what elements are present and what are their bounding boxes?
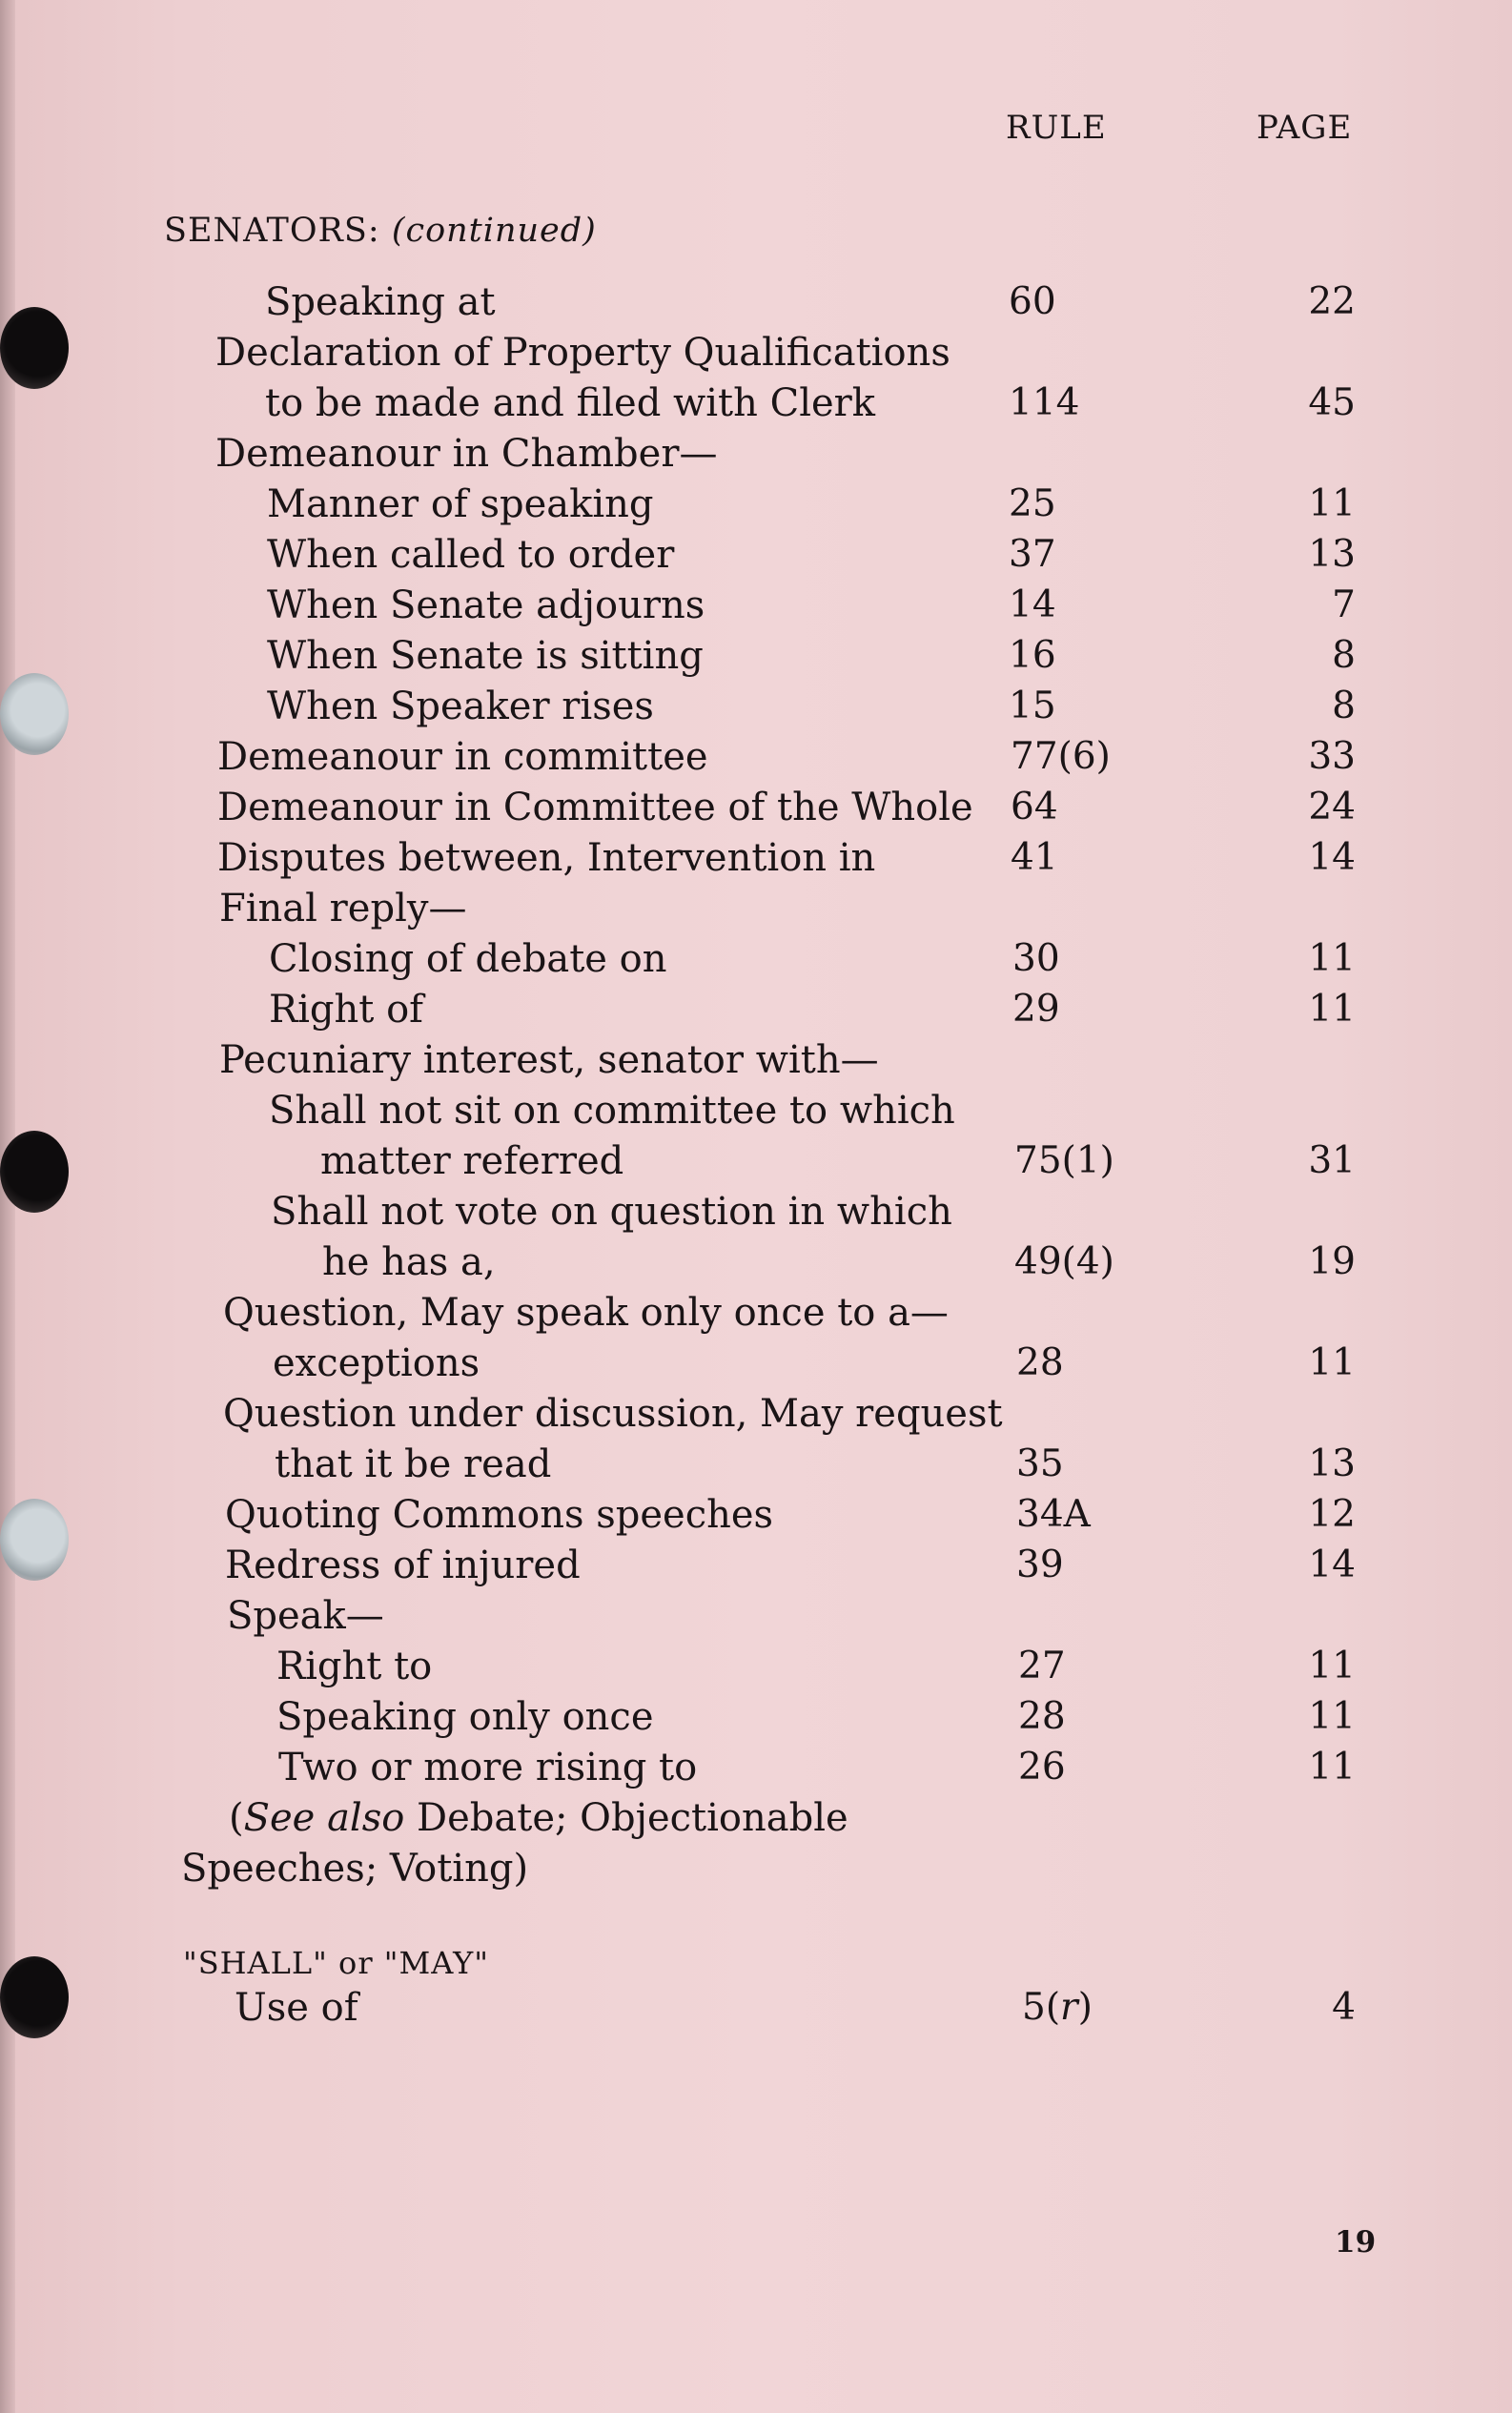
rule-number: 35	[1016, 1442, 1064, 1485]
index-entry: exceptions	[273, 1341, 480, 1385]
rule-number: 39	[1016, 1544, 1064, 1586]
index-entry: Quoting Commons speeches	[225, 1493, 774, 1537]
page-number-ref: 8	[1332, 685, 1356, 727]
page-number-ref: 11	[1308, 988, 1356, 1031]
page-number-ref: 11	[1308, 937, 1356, 980]
index-entry: Shall not vote on question in which	[271, 1190, 952, 1234]
shall-section-title: "SHALL" or "MAY"	[183, 1945, 489, 1981]
rule-column-header: RULE	[1006, 109, 1107, 147]
index-entry: Closing of debate on	[269, 937, 667, 981]
index-entry: Declaration of Property Qualifications	[215, 331, 950, 375]
rule-number: 75(1)	[1014, 1139, 1114, 1182]
index-entry: Pecuniary interest, senator with—	[219, 1038, 879, 1082]
section-title-prefix: SENATORS:	[164, 212, 392, 250]
rule-number: 29	[1012, 988, 1060, 1031]
rule-number-main: 5(	[1022, 1986, 1061, 2029]
page-number-ref: 45	[1308, 381, 1356, 424]
index-entry: When Speaker rises	[267, 685, 654, 728]
index-entry: Disputes between, Intervention in	[217, 836, 876, 880]
page-number-ref: 13	[1308, 533, 1356, 576]
see-also-continuation: Speeches; Voting)	[181, 1847, 529, 1891]
section-title-suffix: (continued)	[391, 212, 597, 250]
rule-number: 25	[1009, 482, 1056, 525]
page-number-ref: 11	[1308, 1341, 1356, 1384]
index-entry: Speaking only once	[276, 1695, 654, 1739]
index-entry: Manner of speaking	[267, 482, 654, 526]
page-number-ref: 31	[1308, 1139, 1356, 1182]
binder-hole	[0, 1499, 69, 1581]
index-entry: Question, May speak only once to a—	[223, 1291, 949, 1335]
page-number-ref: 33	[1308, 735, 1356, 778]
page-number-ref: 13	[1308, 1442, 1356, 1485]
see-also-label: See also	[243, 1796, 405, 1840]
index-entry: When called to order	[267, 533, 675, 577]
rule-number: 28	[1016, 1341, 1064, 1384]
rule-number: 16	[1009, 634, 1056, 677]
index-entry: When Senate is sitting	[267, 634, 704, 678]
page-number-ref: 4	[1332, 1986, 1356, 2029]
index-entry: Use of	[235, 1986, 358, 2030]
rule-number: 14	[1009, 583, 1056, 626]
see-also-refs: Debate; Objectionable	[404, 1796, 848, 1840]
index-entry: Question under discussion, May request	[223, 1392, 1003, 1436]
binder-hole	[0, 1956, 69, 2038]
rule-number: 60	[1009, 280, 1056, 323]
index-entry: to be made and filed with Clerk	[265, 381, 876, 425]
page-number-ref: 8	[1332, 634, 1356, 677]
rule-number-close: )	[1077, 1986, 1093, 2029]
index-entry: Demeanour in Committee of the Whole	[217, 786, 973, 829]
rule-number: 26	[1018, 1746, 1066, 1789]
page-number-ref: 22	[1308, 280, 1356, 323]
rule-number-letter: r	[1060, 1986, 1078, 2029]
rule-number: 41	[1011, 836, 1058, 879]
index-entry: Demeanour in committee	[217, 735, 708, 779]
index-entry: Demeanour in Chamber—	[215, 432, 718, 476]
binder-hole	[0, 1131, 69, 1213]
index-entry: Speaking at	[265, 280, 496, 324]
binder-hole	[0, 307, 69, 389]
page-number-ref: 12	[1308, 1493, 1356, 1536]
rule-number: 64	[1011, 786, 1058, 828]
index-entry: that it be read	[275, 1442, 552, 1486]
index-entry: Shall not sit on committee to which	[269, 1089, 955, 1133]
page-number: 19	[1335, 2225, 1377, 2260]
rule-number: 28	[1018, 1695, 1066, 1738]
rule-number: 34A	[1016, 1493, 1091, 1536]
page-number-ref: 11	[1308, 482, 1356, 525]
page-number-ref: 11	[1308, 1695, 1356, 1738]
page-number-ref: 19	[1308, 1240, 1356, 1283]
rule-number: 30	[1012, 937, 1060, 980]
rule-number: 15	[1009, 685, 1056, 727]
rule-number: 77(6)	[1011, 735, 1111, 778]
binder-hole	[0, 673, 69, 755]
rule-number: 27	[1018, 1645, 1066, 1687]
index-entry: Final reply—	[219, 887, 467, 930]
page-number-ref: 24	[1308, 786, 1356, 828]
index-entry: matter referred	[320, 1139, 624, 1183]
page-number-ref: 11	[1308, 1645, 1356, 1687]
page-number-ref: 11	[1308, 1746, 1356, 1789]
rule-number	[1022, 1986, 1093, 2029]
index-entry: Redress of injured	[225, 1544, 581, 1587]
rule-number: 49(4)	[1014, 1240, 1114, 1283]
index-entry: Right to	[276, 1645, 433, 1688]
page-number-ref: 7	[1332, 583, 1356, 626]
index-entry: Speak—	[227, 1594, 384, 1638]
page-column-header: PAGE	[1257, 109, 1353, 147]
page-number-ref: 14	[1308, 836, 1356, 879]
section-title	[164, 212, 597, 250]
page-number-ref: 14	[1308, 1544, 1356, 1586]
index-entry: When Senate adjourns	[267, 583, 705, 627]
rule-number: 114	[1009, 381, 1080, 424]
index-entry: Right of	[269, 988, 423, 1032]
index-entry: Two or more rising to	[278, 1746, 698, 1789]
see-also-line: (See also Debate; Objectionable	[229, 1796, 848, 1840]
index-entry: he has a,	[322, 1240, 496, 1284]
rule-number: 37	[1009, 533, 1056, 576]
